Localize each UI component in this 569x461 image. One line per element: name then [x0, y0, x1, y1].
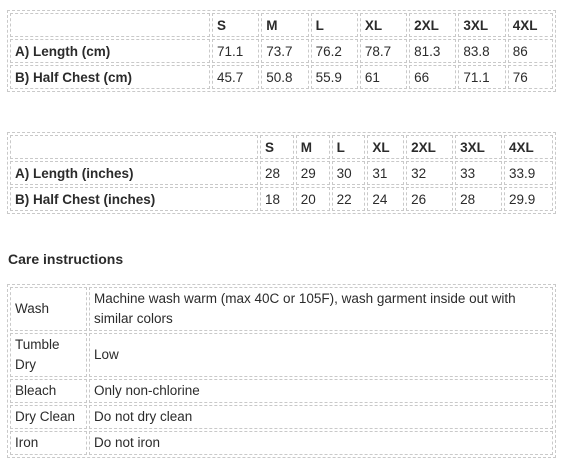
table-cell: 71.1 [212, 39, 259, 63]
care-value: Machine wash warm (max 40C or 105F), wash garment inside out with similar colors [89, 287, 553, 331]
table-cell: 83.8 [458, 39, 505, 63]
table-row [10, 39, 553, 63]
row-label: B) Half Chest (cm) [10, 65, 210, 89]
table-row [10, 405, 553, 429]
table-cell: 71.1 [458, 65, 505, 89]
care-label: Iron [10, 431, 87, 455]
care-value: Do not dry clean [89, 405, 553, 429]
table-row [10, 65, 553, 89]
table-cell: 45.7 [212, 65, 259, 89]
header-cell: 2XL [406, 135, 453, 159]
row-label: A) Length (inches) [10, 161, 258, 185]
table-cell: 32 [406, 161, 453, 185]
table-cell: 28 [260, 161, 294, 185]
care-label: Tumble Dry [10, 333, 87, 377]
table-cell: 66 [409, 65, 456, 89]
care-label: Dry Clean [10, 405, 87, 429]
header-cell: 3XL [458, 13, 505, 37]
table-cell: 73.7 [261, 39, 308, 63]
table-cell: 78.7 [360, 39, 407, 63]
care-value: Do not iron [89, 431, 553, 455]
size-table-inches [7, 132, 556, 214]
table-cell: 76.2 [311, 39, 358, 63]
care-table [7, 284, 556, 458]
table-cell: 81.3 [409, 39, 456, 63]
care-instructions-heading: Care instructions [8, 251, 124, 267]
care-label: Bleach [10, 379, 87, 403]
header-cell: L [311, 13, 358, 37]
table-cell: 29.9 [504, 187, 553, 211]
table-row [10, 431, 553, 455]
table-header-row [10, 135, 553, 159]
table-cell: 29 [296, 161, 330, 185]
header-cell: XL [367, 135, 404, 159]
care-value: Only non-chlorine [89, 379, 553, 403]
table-cell: 18 [260, 187, 294, 211]
header-cell: XL [360, 13, 407, 37]
table-cell: 55.9 [311, 65, 358, 89]
table-header-row [10, 13, 553, 37]
table-row [10, 161, 553, 185]
table-cell: 30 [332, 161, 366, 185]
header-cell: M [261, 13, 308, 37]
table-cell: 24 [367, 187, 404, 211]
header-cell: 3XL [455, 135, 502, 159]
table-row [10, 333, 553, 377]
header-cell: 2XL [409, 13, 456, 37]
table-cell: 50.8 [261, 65, 308, 89]
table-cell: 33.9 [504, 161, 553, 185]
header-cell [10, 13, 210, 37]
header-cell: M [296, 135, 330, 159]
table-row [10, 187, 553, 211]
header-cell: 4XL [504, 135, 553, 159]
table-row [10, 287, 553, 331]
table-cell: 22 [332, 187, 366, 211]
row-label: A) Length (cm) [10, 39, 210, 63]
table-cell: 31 [367, 161, 404, 185]
table-row [10, 379, 553, 403]
header-cell: 4XL [508, 13, 553, 37]
table-cell: 61 [360, 65, 407, 89]
header-cell [10, 135, 258, 159]
table-cell: 76 [508, 65, 553, 89]
header-cell: L [332, 135, 366, 159]
table-cell: 86 [508, 39, 553, 63]
table-cell: 26 [406, 187, 453, 211]
header-cell: S [212, 13, 259, 37]
table-cell: 28 [455, 187, 502, 211]
table-cell: 33 [455, 161, 502, 185]
table-cell: 20 [296, 187, 330, 211]
size-table-cm [7, 10, 556, 92]
care-label: Wash [10, 287, 87, 331]
header-cell: S [260, 135, 294, 159]
care-value: Low [89, 333, 553, 377]
row-label: B) Half Chest (inches) [10, 187, 258, 211]
